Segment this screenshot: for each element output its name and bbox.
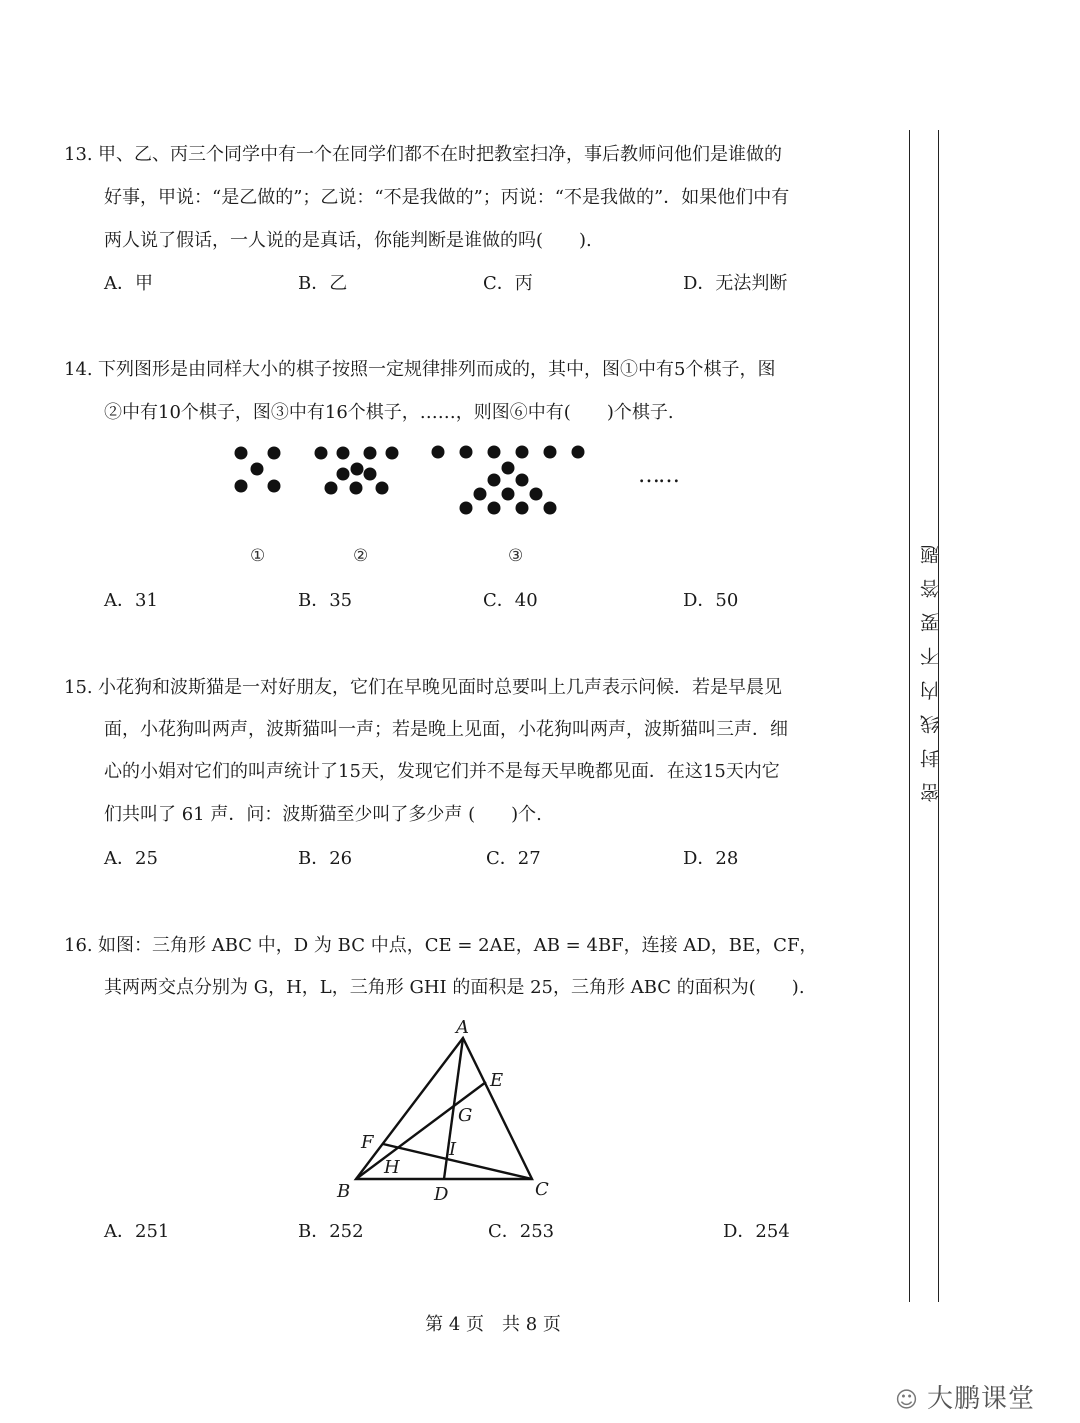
q16-option-b: B．252 [298,1221,364,1242]
q15-line-4: 们共叫了 61 声．问：波斯猫至少叫了多少声 ( )个. [104,804,542,825]
q14-option-b: B．35 [298,590,353,611]
q14-figure-label-1: ① [250,546,266,566]
label-f: F [361,1132,374,1153]
q15-option-b: B．26 [298,848,353,869]
q14-number: 14. [64,359,93,380]
label-b: B [337,1181,351,1202]
seal-notice: 密封线内不要答题 [920,530,942,802]
q15-option-d: D．28 [683,848,739,869]
q16-option-c: C．253 [488,1221,555,1242]
q14-line-2: ②中有10个棋子，图③中有16个棋子，……，则图⑥中有( )个棋子. [104,402,674,423]
q13-number: 13. [64,144,93,165]
q15-number: 15. [64,677,93,698]
q14-line-1: 14. 下列图形是由同样大小的棋子按照一定规律排列而成的，其中，图①中有5个棋子，图 [64,359,776,380]
q14-figure-label-2: ② [353,546,369,566]
label-d: D [434,1184,449,1205]
q14-figure-ellipsis: …… [638,463,678,488]
label-h: H [384,1157,400,1178]
label-e: E [490,1070,504,1091]
wechat-icon: ☺ [895,1388,919,1413]
watermark-text: 大鹏课堂 [926,1384,1035,1414]
label-c: C [535,1179,549,1200]
segment-cf [383,1144,532,1179]
page-footer: 第 4 页 共 8 页 [425,1314,561,1335]
q16-line-1: 16. 如图：三角形 ABC 中，D 为 BC 中点，CE = 2AE，AB = 4BF，连接 AD，BE，CF， [64,935,818,956]
q16-option-d: D．254 [723,1221,790,1242]
q13-option-c: C．丙 [483,273,533,294]
q15-line-3: 心的小娟对它们的叫声统计了15天，发现它们并不是每天早晚都见面．在这15天内它 [104,761,780,782]
q14-option-a: A．31 [104,590,158,611]
q14-figure-label-3: ③ [508,546,524,566]
q16-line-2: 其两两交点分别为 G，H，L，三角形 GHI 的面积是 25，三角形 ABC 的面积为( ). [104,977,805,998]
q13-line-3: 两人说了假话，一人说的是真话，你能判断是谁做的吗( ). [104,230,592,251]
q13-line-2: 好事，甲说：“是乙做的”；乙说：“不是我做的”；丙说：“不是我做的”．如果他们中有 [104,187,790,208]
q13-line-1: 13. 甲、乙、丙三个同学中有一个在同学们都不在时把教室扫净，事后教师问他们是谁做的 [64,144,782,165]
q15-line-1: 15. 小花狗和波斯猫是一对好朋友，它们在早晚见面时总要叫上几声表示问候．若是早晨见 [64,677,782,698]
q14-option-d: D．50 [683,590,739,611]
q13-option-b: B．乙 [298,273,348,294]
q16-option-a: A．251 [104,1221,170,1242]
q13-option-d: D．无法判断 [683,273,788,294]
label-g: G [458,1105,473,1126]
watermark [895,1378,1035,1415]
q16-number: 16. [64,935,93,956]
label-i: I [449,1139,457,1160]
q14-option-c: C．40 [483,590,538,611]
q15-line-2: 面，小花狗叫两声，波斯猫叫一声；若是晚上见面，小花狗叫两声，波斯猫叫三声．细 [104,719,788,740]
label-a: A [456,1017,469,1038]
q15-option-a: A．25 [104,848,158,869]
q13-option-a: A．甲 [104,273,153,294]
q15-option-c: C．27 [486,848,541,869]
